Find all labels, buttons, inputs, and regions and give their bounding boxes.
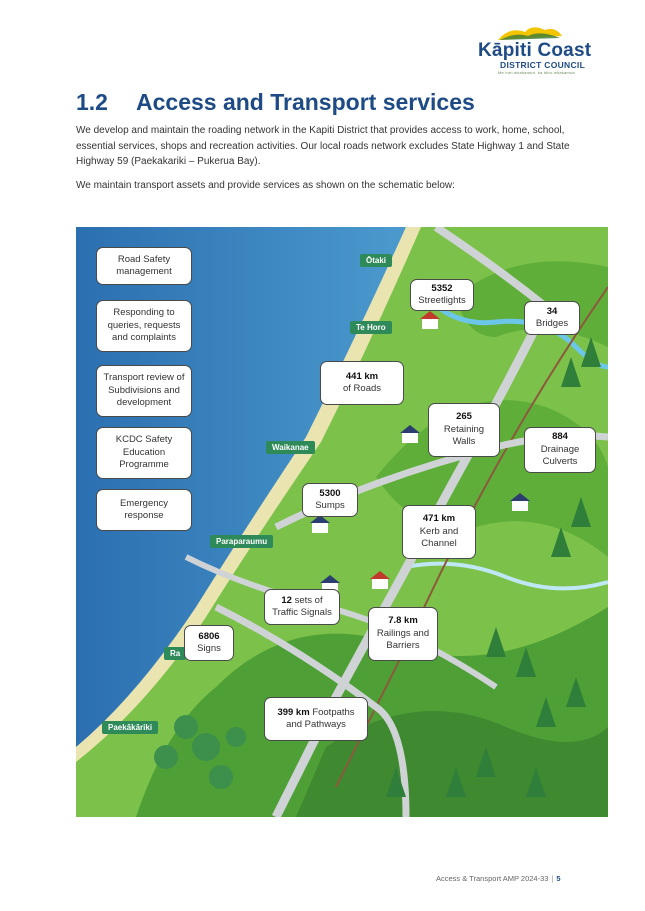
asset-label: Sumps xyxy=(315,500,345,511)
asset-value: 5352 xyxy=(431,282,453,294)
asset-value: 265 xyxy=(456,411,472,423)
section-number: 1.2 xyxy=(76,89,108,115)
asset-value: 5300 xyxy=(319,487,341,499)
asset-card-roads xyxy=(320,361,404,405)
asset-card-drainage-culverts xyxy=(524,427,596,473)
asset-label: Drainage Culverts xyxy=(540,443,580,468)
service-card-safety-education: KCDC Safety Education Programme xyxy=(96,427,192,479)
asset-value: 12 xyxy=(281,594,292,606)
service-card-road-safety: Road Safety management xyxy=(96,247,192,285)
schematic-intro-paragraph: We maintain transport assets and provide services as shown on the schematic below: xyxy=(76,180,455,191)
asset-card-footpaths xyxy=(264,697,368,741)
service-card-transport-review: Transport review of Subdivisions and development xyxy=(96,365,192,417)
asset-label: Signs xyxy=(197,643,221,654)
place-label-waikanae: Waikanae xyxy=(266,441,315,454)
asset-label: Retaining Walls xyxy=(443,423,485,448)
section-title: Access and Transport services xyxy=(136,89,475,115)
asset-value: 884 xyxy=(552,431,568,443)
asset-label: Streetlights xyxy=(418,295,466,306)
asset-card-streetlights xyxy=(410,279,474,311)
service-card-responding-queries: Responding to queries, requests and complaints xyxy=(96,300,192,352)
logo-council: DISTRICT COUNCIL xyxy=(500,60,586,70)
asset-value: 441 km xyxy=(345,370,379,382)
asset-value: 7.8 km xyxy=(388,615,418,627)
page-number: 5 xyxy=(556,874,561,883)
asset-value: 399 km xyxy=(277,706,310,718)
asset-card-signs xyxy=(184,625,234,661)
asset-text xyxy=(272,707,360,732)
intro-paragraph: We develop and maintain the roading network in the Kapiti District that provides access to work, home, school, essential services, shops and recreation activities. Our local roads network excludes State Highway 1 and State Highway 59 (Paekakariki – Pukerua Bay). xyxy=(76,125,570,167)
transport-schematic-map xyxy=(76,227,608,817)
place-label-paraparaumu: Paraparaumu xyxy=(210,535,273,548)
logo-name: Kāpiti Coast xyxy=(478,40,592,61)
asset-label: of Roads xyxy=(342,383,382,394)
asset-card-sumps xyxy=(302,483,358,517)
asset-card-retaining-walls xyxy=(428,403,500,457)
service-card-emergency-response: Emergency response xyxy=(96,489,192,531)
asset-value: 6806 xyxy=(198,630,220,642)
asset-text xyxy=(269,595,335,620)
asset-value: 471 km xyxy=(422,513,456,525)
asset-card-bridges xyxy=(524,301,580,335)
asset-label: Bridges xyxy=(535,318,569,329)
section-heading xyxy=(76,89,475,116)
footer-doc-title: Access & Transport AMP 2024-33 xyxy=(436,874,549,883)
footer-separator: | xyxy=(551,874,554,883)
asset-card-traffic-signals xyxy=(264,589,340,625)
asset-label: sets of Traffic Signals xyxy=(272,594,332,618)
page-footer xyxy=(436,874,561,883)
asset-label: Railings and Barriers xyxy=(376,627,430,652)
place-label-te-horo: Te Horo xyxy=(350,321,392,334)
place-label-otaki: Ōtaki xyxy=(360,254,392,267)
place-label-raumati: Ra xyxy=(164,647,186,660)
asset-value: 34 xyxy=(546,305,558,317)
asset-card-kerb-channel xyxy=(402,505,476,559)
asset-label: Kerb and Channel xyxy=(419,525,459,550)
asset-label: Footpaths and Pathways xyxy=(286,706,355,730)
logo-tagline: Me huri whakamuri, ka titiro whakamua xyxy=(498,70,575,75)
asset-card-railings-barriers xyxy=(368,607,438,661)
place-label-paekakariki: Paekākāriki xyxy=(102,721,158,734)
